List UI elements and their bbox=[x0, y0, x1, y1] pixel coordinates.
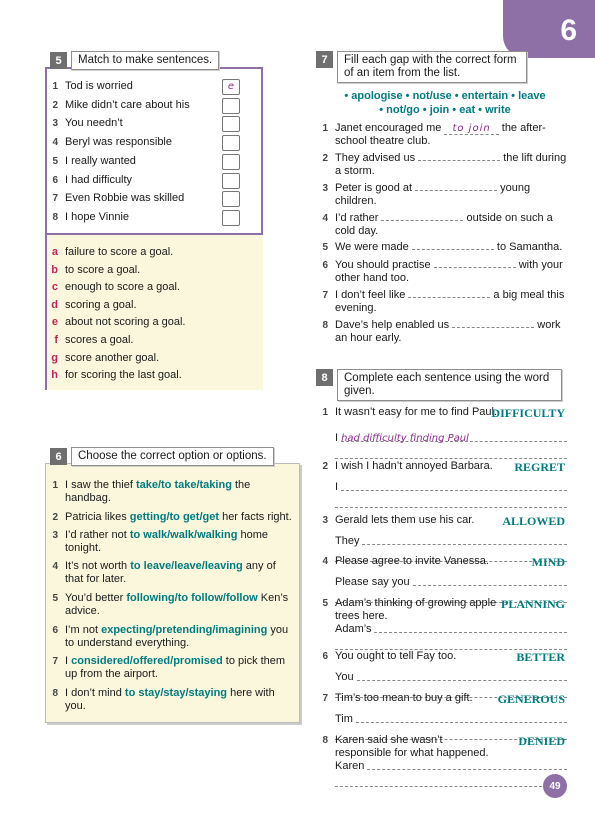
item-number: 1 bbox=[322, 407, 328, 418]
item-number: 4 bbox=[52, 137, 58, 149]
answer-gap[interactable] bbox=[452, 319, 534, 328]
sentence-end: the handbag. bbox=[65, 479, 251, 504]
sentence-end: work an hour early. bbox=[335, 319, 561, 344]
sentence-end: young children. bbox=[335, 182, 531, 207]
ending-text: score another goal. bbox=[65, 351, 160, 364]
answer-box[interactable] bbox=[222, 116, 240, 132]
sentence-end: her facts right. bbox=[219, 511, 292, 523]
ex7-words-line1: • apologise • not/use • entertain • leave bbox=[344, 90, 546, 102]
sentence-start: I’m not bbox=[65, 624, 102, 636]
ending-text: enough to score a goal. bbox=[65, 281, 180, 294]
sentence-start: Peter is good at bbox=[335, 182, 416, 194]
source-sentence: Karen said she wasn’t responsible for what happened. bbox=[335, 734, 489, 759]
item-text bbox=[65, 655, 297, 681]
sentence-end: a big meal this evening. bbox=[335, 289, 565, 314]
item-number: 1 bbox=[322, 123, 328, 134]
ex8-title: Complete each sentence using the word given. bbox=[337, 369, 562, 401]
answer-text: to join bbox=[452, 123, 491, 134]
answer-blank[interactable] bbox=[356, 713, 567, 723]
ex6-header bbox=[50, 447, 274, 466]
ex6-number: 6 bbox=[50, 448, 67, 465]
item-text bbox=[65, 511, 297, 524]
ending-letter: h bbox=[51, 369, 58, 382]
ending-letter: g bbox=[51, 351, 58, 364]
item-text bbox=[65, 624, 297, 650]
item-number: 3 bbox=[52, 530, 58, 541]
answer-text: had difficulty finding Paul bbox=[341, 433, 469, 444]
keyword: DENIED bbox=[518, 734, 565, 748]
ending-text: scores a goal. bbox=[65, 334, 134, 346]
source-sentence: Gerald lets them use his car. bbox=[335, 514, 475, 526]
ending-letter: c bbox=[51, 281, 58, 294]
answer-start: I bbox=[335, 481, 339, 493]
item-number: 4 bbox=[322, 213, 328, 224]
item-text bbox=[65, 560, 297, 586]
ex8-item bbox=[315, 734, 500, 760]
sentence-end: outside on such a cold day. bbox=[335, 212, 553, 237]
unit-tab bbox=[503, 0, 595, 58]
sentence-start: You’d better bbox=[65, 592, 127, 604]
answer-box[interactable] bbox=[222, 98, 240, 114]
sentence-start: I don’t feel like bbox=[335, 289, 409, 301]
option-choices[interactable]: take/to take/taking bbox=[135, 479, 232, 491]
item-number: 8 bbox=[52, 211, 58, 223]
answer-line[interactable] bbox=[335, 760, 567, 773]
item-text: Mike didn’t care about his bbox=[65, 98, 190, 111]
ex7-title: Fill each gap with the correct form of an item from the list. bbox=[337, 51, 527, 83]
option-choices[interactable]: to walk/walk/walking bbox=[129, 529, 238, 541]
item-number: 7 bbox=[52, 656, 58, 667]
answer-line[interactable] bbox=[335, 576, 567, 589]
ex8-number: 8 bbox=[316, 369, 333, 386]
ex8-header bbox=[316, 369, 562, 401]
ex5-title: Match to make sentences. bbox=[71, 51, 219, 70]
ex8-item bbox=[315, 597, 500, 623]
ex5-item bbox=[45, 136, 215, 149]
sentence-end: any of that for later. bbox=[65, 560, 276, 585]
option-choices[interactable]: to stay/stay/staying bbox=[124, 687, 228, 699]
answer-start: Karen bbox=[335, 760, 365, 772]
item-number: 5 bbox=[52, 593, 58, 604]
answer-start: Adam’s bbox=[335, 623, 372, 635]
answer-text: e bbox=[227, 81, 235, 92]
item-number: 6 bbox=[52, 625, 58, 636]
answer-blank[interactable] bbox=[357, 671, 567, 681]
item-text bbox=[335, 734, 500, 760]
item-number: 2 bbox=[52, 99, 58, 111]
ex7-item bbox=[315, 152, 570, 178]
answer-blank[interactable] bbox=[367, 760, 567, 770]
answer-blank[interactable] bbox=[362, 535, 567, 545]
keyword: BETTER bbox=[516, 650, 565, 664]
ex5-ending bbox=[45, 264, 255, 277]
keyword: ALLOWED bbox=[502, 514, 565, 528]
item-number: 6 bbox=[52, 174, 58, 186]
ex6-item bbox=[45, 592, 297, 618]
item-number: 7 bbox=[322, 693, 328, 704]
ex5-ending bbox=[45, 281, 255, 294]
sentence-end: to pick them up from the airport. bbox=[65, 655, 286, 680]
answer-box[interactable] bbox=[222, 191, 240, 207]
source-sentence: Adam’s thinking of growing apple trees here. bbox=[335, 597, 497, 622]
sentence-start: I saw the thief bbox=[65, 479, 136, 491]
ex5-number: 5 bbox=[50, 52, 67, 69]
item-text bbox=[335, 650, 500, 663]
item-number: 3 bbox=[322, 515, 328, 526]
answer-start: I bbox=[335, 432, 339, 444]
ex7-header bbox=[316, 51, 527, 83]
ex5-ending bbox=[45, 334, 255, 347]
ex5-ending bbox=[45, 369, 255, 382]
sentence-end: with your other hand too. bbox=[335, 259, 563, 284]
item-number: 5 bbox=[322, 598, 328, 609]
sentence-start: Janet encouraged me bbox=[335, 122, 445, 134]
item-text bbox=[335, 241, 570, 254]
ex6-item bbox=[45, 511, 297, 524]
item-number: 6 bbox=[322, 651, 328, 662]
item-text bbox=[335, 406, 500, 419]
ex8-item bbox=[315, 460, 500, 473]
answer-gap[interactable] bbox=[381, 212, 463, 221]
ex8-item bbox=[315, 406, 500, 419]
answer-start: You bbox=[335, 671, 354, 683]
item-text bbox=[335, 122, 570, 148]
item-text: Tod is worried bbox=[65, 80, 133, 92]
answer-line[interactable] bbox=[335, 535, 567, 548]
ending-letter: d bbox=[51, 298, 58, 311]
ex5-item bbox=[45, 80, 215, 93]
sentence-end: you to understand everything. bbox=[65, 624, 289, 649]
ex7-item bbox=[315, 241, 570, 254]
option-choices[interactable]: considered/offered/promised bbox=[71, 655, 223, 667]
answer-line[interactable] bbox=[335, 713, 567, 726]
answer-gap[interactable] bbox=[418, 152, 500, 161]
answer-blank[interactable] bbox=[374, 623, 567, 633]
sentence-start: I’d rather not bbox=[65, 529, 130, 541]
item-number: 7 bbox=[322, 290, 328, 301]
ex6-item bbox=[45, 560, 297, 586]
item-number: 8 bbox=[322, 735, 328, 746]
ex5-item bbox=[45, 211, 215, 224]
ex7-item bbox=[315, 289, 570, 315]
item-text bbox=[335, 289, 570, 315]
item-number: 2 bbox=[52, 512, 58, 523]
item-text bbox=[335, 152, 570, 178]
ex8-item bbox=[315, 692, 500, 705]
item-text: I had difficulty bbox=[65, 173, 133, 186]
item-text bbox=[335, 460, 500, 473]
unit-number: 6 bbox=[560, 14, 577, 47]
ex6-item bbox=[45, 624, 297, 650]
ex7-word-list bbox=[315, 89, 575, 117]
ex7-item bbox=[315, 212, 570, 238]
answer-line[interactable] bbox=[335, 671, 567, 684]
keyword: DIFFICULTY bbox=[491, 406, 565, 420]
sentence-start: It’s not worth bbox=[65, 560, 131, 572]
item-text bbox=[335, 597, 500, 623]
ex5-header bbox=[50, 51, 219, 70]
answer-blank[interactable] bbox=[341, 432, 567, 442]
answer-line[interactable] bbox=[335, 432, 567, 445]
sentence-end: home tonight. bbox=[65, 529, 268, 554]
ending-letter: f bbox=[54, 334, 58, 346]
source-sentence: I wish I hadn’t annoyed Barbara. bbox=[335, 460, 493, 472]
ex5-ending bbox=[45, 352, 255, 365]
source-sentence: It wasn’t easy for me to find Paul. bbox=[335, 406, 498, 418]
answer-gap[interactable] bbox=[434, 259, 516, 268]
item-number: 5 bbox=[322, 242, 328, 253]
answer-gap[interactable] bbox=[412, 241, 494, 250]
item-text bbox=[335, 259, 570, 285]
item-text bbox=[335, 319, 570, 345]
answer-box[interactable] bbox=[222, 154, 240, 170]
ending-text: failure to score a goal. bbox=[65, 246, 174, 258]
sentence-end: Ken’s advice. bbox=[65, 592, 289, 617]
sentence-start: We were made bbox=[335, 241, 412, 253]
item-text bbox=[65, 529, 297, 555]
ex8-item bbox=[315, 555, 500, 568]
keyword: GENEROUS bbox=[497, 692, 565, 706]
sentence-start: Patricia likes bbox=[65, 511, 130, 523]
ex5-item bbox=[45, 155, 215, 168]
option-choices[interactable]: following/to follow/follow bbox=[126, 592, 258, 604]
ex5-item bbox=[45, 99, 215, 112]
ending-letter: a bbox=[51, 246, 58, 258]
sentence-start: I bbox=[65, 655, 72, 667]
option-choices[interactable]: expecting/pretending/imagining bbox=[101, 624, 268, 636]
item-number: 8 bbox=[52, 688, 58, 699]
item-text bbox=[335, 692, 500, 705]
answer-box[interactable] bbox=[222, 79, 240, 95]
ex7-item bbox=[315, 182, 570, 208]
answer-rule[interactable] bbox=[335, 507, 567, 508]
keyword: REGRET bbox=[514, 460, 565, 474]
item-text bbox=[335, 514, 500, 527]
item-text: I really wanted bbox=[65, 154, 136, 167]
answer-box[interactable] bbox=[222, 173, 240, 189]
item-text bbox=[335, 555, 500, 568]
sentence-start: You should practise bbox=[335, 259, 434, 271]
answer-gap[interactable] bbox=[415, 182, 497, 191]
answer-box[interactable] bbox=[222, 210, 240, 226]
item-number: 2 bbox=[322, 461, 328, 472]
ex5-ending bbox=[45, 316, 255, 329]
ending-text: to score a goal. bbox=[65, 263, 141, 276]
item-number: 7 bbox=[52, 193, 58, 205]
item-number: 4 bbox=[52, 561, 58, 572]
ex8-item bbox=[315, 514, 500, 527]
ending-letter: b bbox=[51, 263, 58, 276]
item-number: 3 bbox=[322, 183, 328, 194]
option-choices[interactable]: to leave/leave/leaving bbox=[130, 560, 243, 572]
ex5-item bbox=[45, 192, 215, 205]
answer-start: Please say you bbox=[335, 576, 410, 588]
ex7-number: 7 bbox=[316, 51, 333, 68]
answer-line[interactable] bbox=[335, 481, 567, 494]
item-text bbox=[65, 687, 297, 713]
ex7-item bbox=[315, 319, 570, 345]
ex5-ending bbox=[45, 299, 255, 312]
answer-rule[interactable] bbox=[335, 458, 567, 459]
item-number: 6 bbox=[322, 260, 328, 271]
sentence-end: here with you. bbox=[65, 687, 275, 712]
answer-blank[interactable] bbox=[413, 576, 567, 586]
ending-text: for scoring the last goal. bbox=[65, 369, 182, 382]
ex8-item bbox=[315, 650, 500, 663]
keyword: MIND bbox=[531, 555, 565, 569]
item-number: 5 bbox=[52, 155, 58, 167]
sentence-start: I’d rather bbox=[335, 212, 382, 224]
sentence-start: Dave’s help enabled us bbox=[335, 319, 453, 331]
item-number: 1 bbox=[52, 480, 58, 491]
answer-gap[interactable] bbox=[408, 289, 490, 298]
ex5-ending bbox=[45, 246, 255, 259]
item-text bbox=[335, 182, 570, 208]
item-text: Beryl was responsible bbox=[65, 136, 172, 149]
source-sentence: Please agree to invite Vanessa. bbox=[335, 555, 489, 567]
answer-line[interactable] bbox=[335, 623, 567, 636]
sentence-end: to Samantha. bbox=[493, 241, 563, 253]
ex6-item bbox=[45, 687, 297, 713]
item-number: 3 bbox=[52, 118, 58, 130]
answer-rule[interactable] bbox=[335, 786, 567, 787]
source-sentence: You ought to tell Fay too. bbox=[335, 650, 457, 662]
item-text: You needn’t bbox=[65, 117, 123, 130]
ex6-item bbox=[45, 655, 297, 681]
ending-text: scoring a goal. bbox=[65, 298, 137, 311]
answer-gap[interactable] bbox=[444, 122, 498, 135]
answer-blank[interactable] bbox=[341, 481, 567, 491]
ex5-item bbox=[45, 117, 215, 130]
item-number: 1 bbox=[52, 81, 58, 92]
sentence-end: the lift during a storm. bbox=[335, 152, 567, 177]
item-text: Even Robbie was skilled bbox=[65, 192, 185, 205]
ex7-words-line2: • not/go • join • eat • write bbox=[379, 104, 511, 116]
source-sentence: Tim’s too mean to buy a gift. bbox=[335, 692, 473, 704]
answer-start: Tim bbox=[335, 713, 353, 725]
answer-start: They bbox=[335, 535, 360, 547]
item-text bbox=[335, 212, 570, 238]
ex7-item bbox=[315, 259, 570, 285]
option-choices[interactable]: getting/to get/get bbox=[129, 511, 220, 523]
keyword: PLANNING bbox=[500, 597, 565, 611]
ex5-item bbox=[45, 174, 215, 187]
item-number: 2 bbox=[322, 153, 328, 164]
answer-box[interactable] bbox=[222, 135, 240, 151]
item-number: 4 bbox=[322, 556, 328, 567]
ex6-item bbox=[45, 529, 297, 555]
ex6-title: Choose the correct option or options. bbox=[71, 447, 274, 466]
ex7-item bbox=[315, 122, 570, 148]
ex6-item bbox=[45, 479, 297, 505]
sentence-start: They advised us bbox=[335, 152, 419, 164]
item-number: 8 bbox=[322, 320, 328, 331]
item-text bbox=[65, 479, 297, 505]
page-number: 49 bbox=[543, 774, 567, 798]
item-text: I hope Vinnie bbox=[65, 210, 130, 223]
ending-text: about not scoring a goal. bbox=[65, 316, 186, 329]
sentence-start: I don’t mind bbox=[65, 687, 125, 699]
item-text bbox=[65, 592, 297, 618]
sentence-end: the after-school theatre club. bbox=[335, 122, 546, 147]
ending-letter: e bbox=[51, 316, 58, 329]
